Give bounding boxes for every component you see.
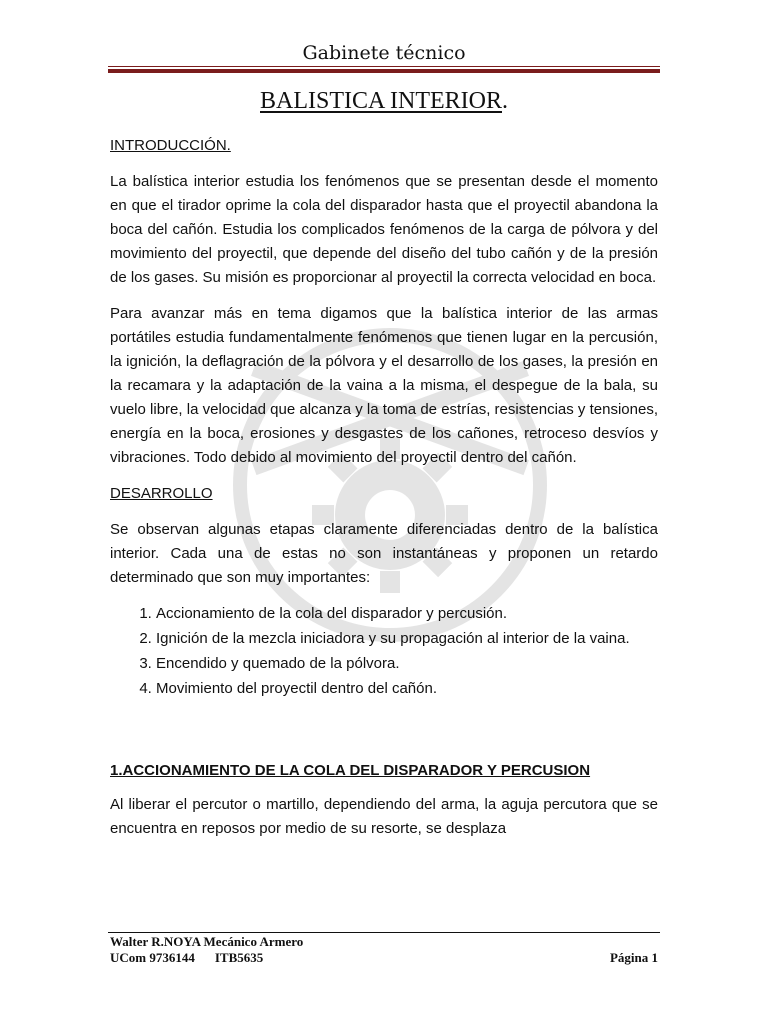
list-item: 4. Movimiento del proyectil dentro del cañón. bbox=[156, 677, 658, 701]
section-heading-introduccion: INTRODUCCIÓN. bbox=[110, 137, 231, 154]
footer-author: Walter R.NOYA Mecánico Armero bbox=[110, 934, 304, 949]
footer-ucom: UCom 9736144 bbox=[110, 950, 195, 965]
document-title-suffix: . bbox=[502, 88, 508, 114]
accionamiento-paragraph-1: Al liberar el percutor o martillo, dependiendo del arma, la aguja percutora que se encuentra en reposos por medio de su resorte, se desplaza bbox=[110, 796, 658, 837]
section-heading-accionamiento: 1.ACCIONAMIENTO DE LA COLA DEL DISPARADOR Y PERCUSION bbox=[110, 762, 591, 779]
intro-paragraph-1: La balística interior estudia los fenómenos que se presentan desde el momento en que el tirador oprime la cola del disparador hasta que el proyectil abandona la boca del cañón. Estudia los complicados fenómenos de la carga de pólvora y del movimiento del proyectil, que depende del diseño del tubo cañón y de la presión de los gases. Su misión es proporcionar al proyectil la correcta velocidad en boca. bbox=[110, 173, 658, 286]
list-item: 1. Accionamiento de la cola del disparador y percusión. bbox=[156, 602, 658, 626]
header-divider-thick bbox=[108, 69, 660, 73]
stages-list bbox=[110, 602, 658, 701]
footer-ids bbox=[110, 950, 263, 966]
list-item: 2. Ignición de la mezcla iniciadora y su propagación al interior de la vaina. bbox=[156, 627, 658, 651]
document-body bbox=[110, 134, 658, 853]
header-title: Gabinete técnico bbox=[302, 42, 466, 64]
page-footer bbox=[110, 934, 658, 966]
list-item: 3. Encendido y quemado de la pólvora. bbox=[156, 652, 658, 676]
document-title bbox=[0, 88, 768, 115]
intro-paragraph-2: Para avanzar más en tema digamos que la balística interior de las armas portátiles estudia fundamentalmente fenómenos que tienen lugar en la percusión, la ignición, la deflagración de la pólvora y el desarrollo de los gases, la presión en la recamara y la adaptación de la vaina a la misma, el despegue de la bala, su vuelo libre, la velocidad que alcanza y la toma de estrías, resistencias y tensiones, energía en la boca, erosiones y desgastes de los cañones, retroceso desvíos y vibraciones. Todo debido al movimiento del proyectil dentro del cañón. bbox=[110, 305, 658, 466]
footer-itb: ITB5635 bbox=[214, 950, 264, 965]
document-title-text: BALISTICA INTERIOR bbox=[260, 88, 502, 114]
desarrollo-paragraph-1: Se observan algunas etapas claramente diferenciadas dentro de la balística interior. Cada una de estas no son instantáneas y proponen un retardo determinado que son muy importantes: bbox=[110, 521, 658, 586]
footer-divider bbox=[108, 932, 660, 933]
footer-row bbox=[110, 950, 658, 966]
header-divider-thin bbox=[108, 66, 660, 67]
footer-page-number: Página 1 bbox=[609, 950, 658, 965]
section-heading-desarrollo: DESARROLLO bbox=[110, 485, 213, 502]
